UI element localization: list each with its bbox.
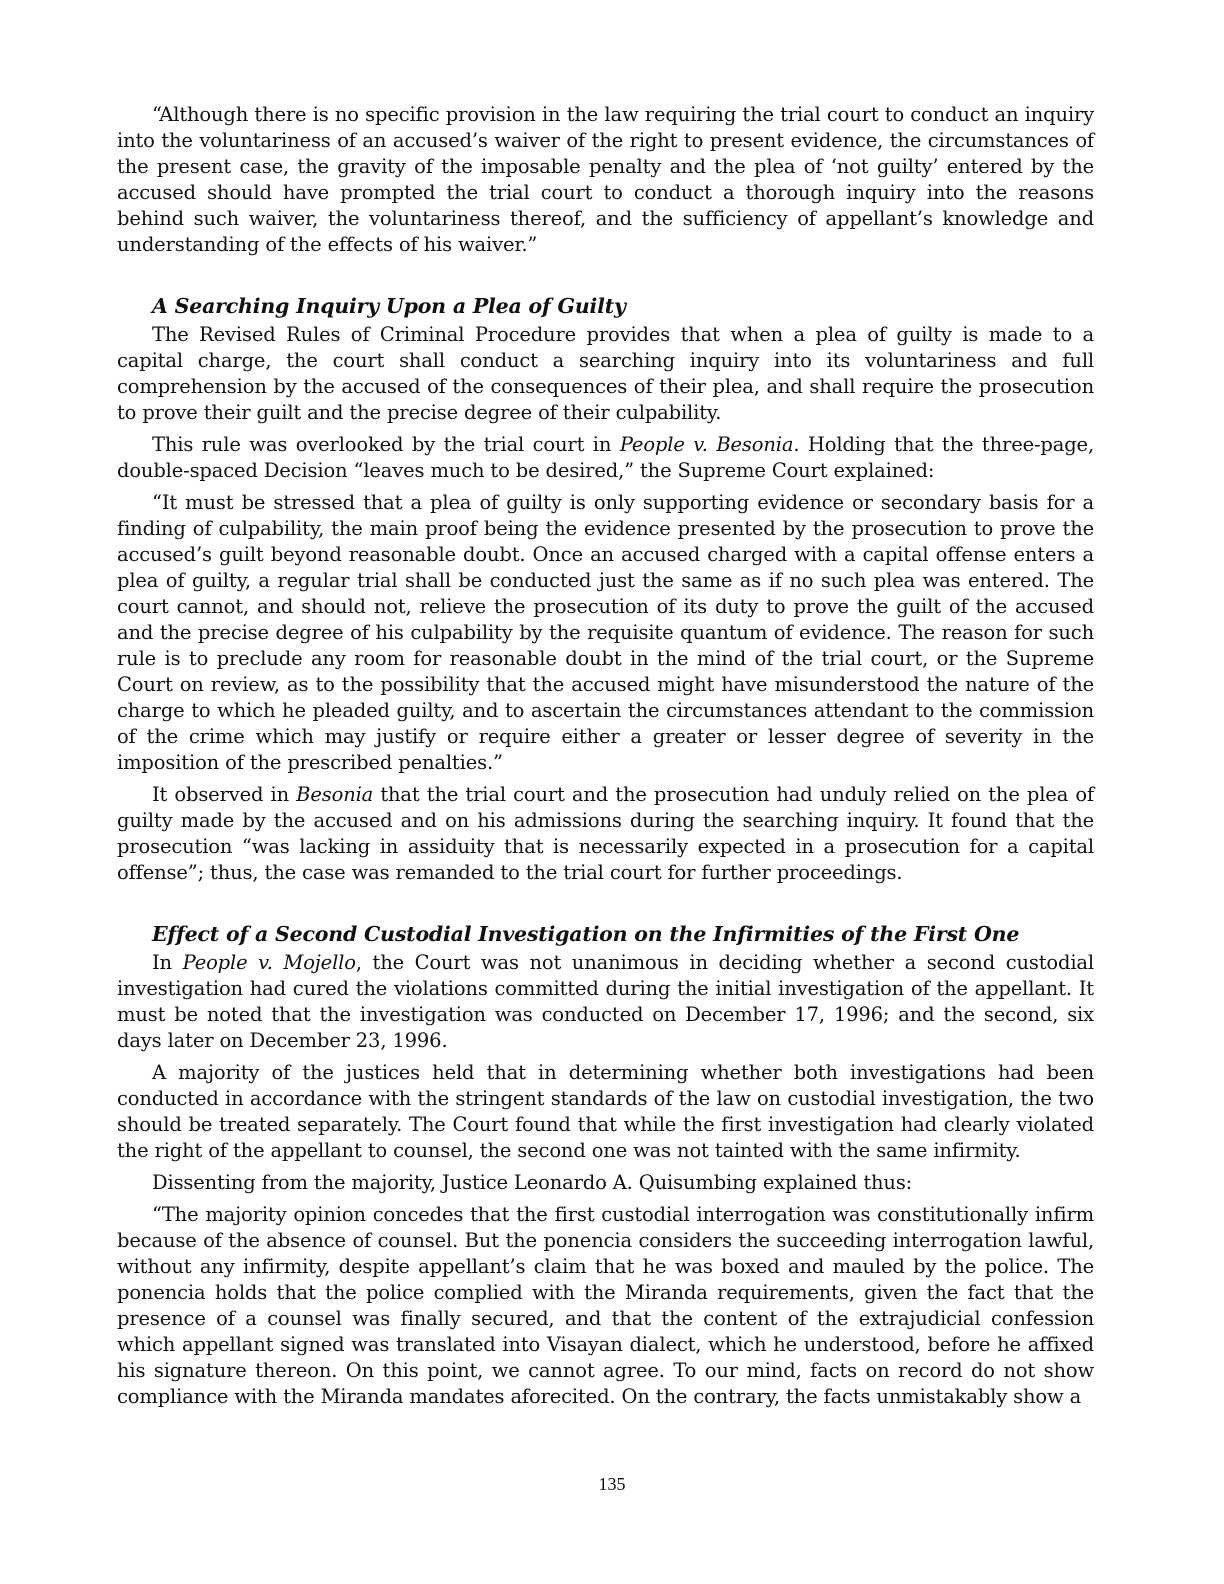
text-span: , the Court was not unanimous in deciding whether a second custodial investigation had cured the violations committed during the initial investigation of the appellant. It must be noted that the investigation was conducted on December 17, 1996; and the second, six days later on December 23, 1996. (117, 951, 1094, 1052)
quote-paragraph-dissent: “The majority opinion concedes that the first custodial interrogation was constitutionally infirm because of the absence of counsel. But the ponencia considers the succeeding interrogation lawful, without any infirmity, despite appellant’s claim that he was boxed and mauled by the police. The ponencia holds that the police complied with the Miranda requirements, given the fact that the presence of a counsel was finally secured, and that the content of the extrajudicial confession which appellant signed was translated into Visayan dialect, which he understood, before he affixed his signature thereon. On this point, we cannot agree. To our mind, facts on record do not show compliance with the Miranda mandates aforecited. On the contrary, the facts unmistakably show a (117, 1203, 1094, 1408)
paragraph-dissent-intro: Dissenting from the majority, Justice Leonardo A. Quisumbing explained thus: (152, 1171, 913, 1194)
text-span: This rule was overlooked by the trial court in (152, 433, 620, 456)
text-span: . Holding that the three-page, double-spaced Decision “leaves much to be desired,” the Supreme Court explained: (117, 433, 1094, 482)
document-page (117, 102, 1094, 1410)
text-span: It observed in (152, 783, 297, 806)
paragraph-revised-rules: The Revised Rules of Criminal Procedure provides that when a plea of guilty is made to a capital charge, the court shall conduct a searching inquiry into its voluntariness and full comprehension by the accused of the consequences of their plea, and shall require the prosecution to prove their guilt and the precise degree of their culpability. (117, 323, 1094, 424)
paragraph-besonia-observation (117, 782, 1094, 886)
paragraph-mojello-intro (117, 950, 1094, 1054)
text-span: that the trial court and the prosecution had unduly relied on the plea of guilty made by the accused and on his admissions during the searching inquiry. It found that the prosecution “was lacking in assiduity that is necessarily expected in a prosecution for a capital offense”; thus, the case was remanded to the trial court for further proceedings. (117, 783, 1094, 884)
quote-paragraph-plea-of-guilty: “It must be stressed that a plea of guilty is only supporting evidence or secondary basis for a finding of culpability, the main proof being the evidence presented by the prosecution to prove the accused’s guilt beyond reasonable doubt. Once an accused charged with a capital offense enters a plea of guilty, a regular trial shall be conducted just the same as if no such plea was entered. The court cannot, and should not, relieve the prosecution of its duty to prove the guilt of the accused and the precise degree of his culpability by the requisite quantum of evidence. The reason for such rule is to preclude any room for reasonable doubt in the mind of the trial court, or the Supreme Court on review, as to the possibility that the accused might have misunderstood the nature of the charge to which he pleaded guilty, and to ascertain the circumstances attendant to the commission of the crime which may justify or require either a greater or lesser degree of severity in the imposition of the prescribed penalties.” (117, 491, 1094, 774)
section-heading-searching-inquiry: A Searching Inquiry Upon a Plea of Guilty (152, 294, 626, 318)
page-number: 135 (598, 1474, 626, 1494)
section-heading-second-custodial-investigation: Effect of a Second Custodial Investigation on the Infirmities of the First One (152, 922, 1020, 946)
paragraph-besonia-intro (117, 432, 1094, 484)
case-name-besonia: Besonia (296, 783, 374, 806)
case-name-people-v-besonia: People v. Besonia (619, 433, 794, 456)
text-span: In (152, 951, 183, 974)
case-name-people-v-mojello: People v. Mojello (182, 951, 356, 974)
paragraph-majority-held: A majority of the justices held that in determining whether both investigations had been conducted in accordance with the stringent standards of the law on custodial investigation, the two should be treated separately. The Court found that while the first investigation had clearly violated the right of the appellant to counsel, the second one was not tainted with the same infirmity. (117, 1061, 1094, 1162)
quote-paragraph-waiver: “Although there is no specific provision in the law requiring the trial court to conduct an inquiry into the voluntariness of an accused’s waiver of the right to present evidence, the circumstances of the present case, the gravity of the imposable penalty and the plea of ‘not guilty’ entered by the accused should have prompted the trial court to conduct a thorough inquiry into the reasons behind such waiver, the voluntariness thereof, and the sufficiency of appellant’s knowledge and understanding of the effects of his waiver.” (117, 103, 1094, 256)
